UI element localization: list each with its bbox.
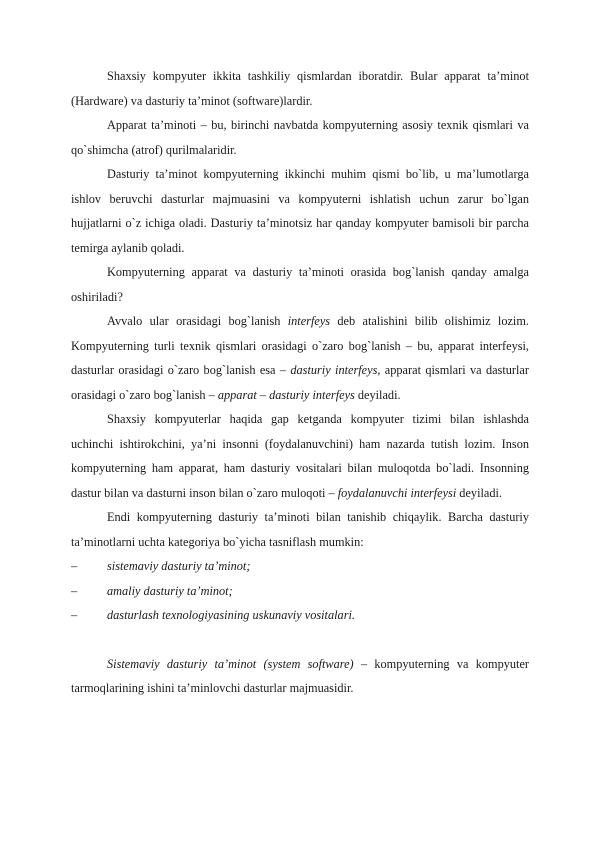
paragraph-2: Apparat ta’minoti – bu, birinchi navbatda kompyuterning asosiy texnik qismlari va qo`shimcha (atrof) qurilmalaridir. — [71, 118, 529, 157]
list-item — [71, 603, 529, 628]
list-dash: – — [71, 583, 78, 598]
list-item — [71, 579, 529, 604]
software-category-list — [71, 554, 529, 628]
paragraph-1: Shaxsiy kompyuter ikkita tashkiliy qismlardan iboratdir. Bular apparat ta’minot (Hardware) va dasturiy ta’minot (software)lardir. — [71, 69, 529, 108]
p5-text-a: Avvalo ular orasidagi bog`lanish — [107, 314, 288, 328]
paragraph-5 — [71, 309, 529, 407]
paragraph-8 — [71, 652, 529, 701]
list-dash: – — [71, 559, 78, 573]
p6-italic-foydalanuvchi-interfeysi: – foydalanuvchi interfeysi — [328, 485, 457, 500]
paragraph-6 — [71, 407, 529, 505]
p5-italic-interfeys: interfeys — [287, 314, 331, 328]
p5-italic-dasturiy-interfeys: dasturiy interfeys, — [290, 363, 381, 377]
document-body — [71, 64, 529, 701]
paragraph-3: Dasturiy ta’minot kompyuterning ikkinchi muhim qismi bo`lib, u ma’lumotlarga ishlov beruvchi dasturlar majmuasini va kompyuterni ishlatish uchun zarur bo`lgan hujjatlarni o`z ichiga oladi. Dasturiy ta’minotsiz har qanday kompyuter bamisoli bir parcha temirga aylanib qoladi. — [71, 167, 529, 255]
p5-text-e: apparat qismlari va dasturlar orasidagi o`zaro bog`lanish – — [71, 363, 529, 402]
paragraph-7: Endi kompyuterning dasturiy ta’minoti bilan tanishib chiqaylik. Barcha dasturiy ta’minotlarni uchta kategoriya bo`yicha tasniflash mumkin: — [71, 510, 529, 549]
p8-italic-term: Sistemaviy dasturiy ta’minot (system software) — [107, 656, 354, 671]
list-item-text: dasturlash texnologiyasining uskunaviy vositalari. — [107, 608, 355, 622]
p6-text-a: Shaxsiy kompyuterlar haqida gap ketganda kompyuter tizimi bilan ishlashda uchinchi ishtirokchini, ya’ni insonni (foydalanuvchini) ham nazarda tutish lozim. Inson kompyuterning ham apparat, ham dasturiy vositalari bilan muloqotda bo`ladi. Insonning dastur bilan va dasturni inson bilan o`zaro muloqoti — [71, 412, 529, 500]
paragraph-4: Kompyuterning apparat va dasturiy ta’minoti orasida bog`lanish qanday amalga oshiriladi? — [71, 265, 529, 304]
p5-italic-apparat-dasturiy-interfeys: apparat – dasturiy interfeys — [217, 387, 355, 402]
list-dash: – — [71, 608, 78, 622]
spacer — [71, 628, 529, 652]
p5-text-g: deyiladi. — [354, 387, 401, 402]
p8-text-b: – kompyuterning va kompyuter tarmoqlarining ishini ta’minlovchi dasturlar majmuasidir. — [71, 656, 529, 695]
list-item-text: amaliy dasturiy ta’minot; — [107, 583, 233, 598]
p5-text-c: deb atalishini bilib olishimiz lozim. Kompyuterning turli texnik qismlari orasidagi o`zaro bog`lanish – bu, apparat interfeysi, dasturlar orasidagi o`zaro bog`lanish esa – — [71, 314, 529, 377]
p6-text-c: deyiladi. — [456, 485, 502, 500]
list-item-text: sistemaviy dasturiy ta’minot; — [107, 559, 251, 573]
list-item — [71, 554, 529, 579]
